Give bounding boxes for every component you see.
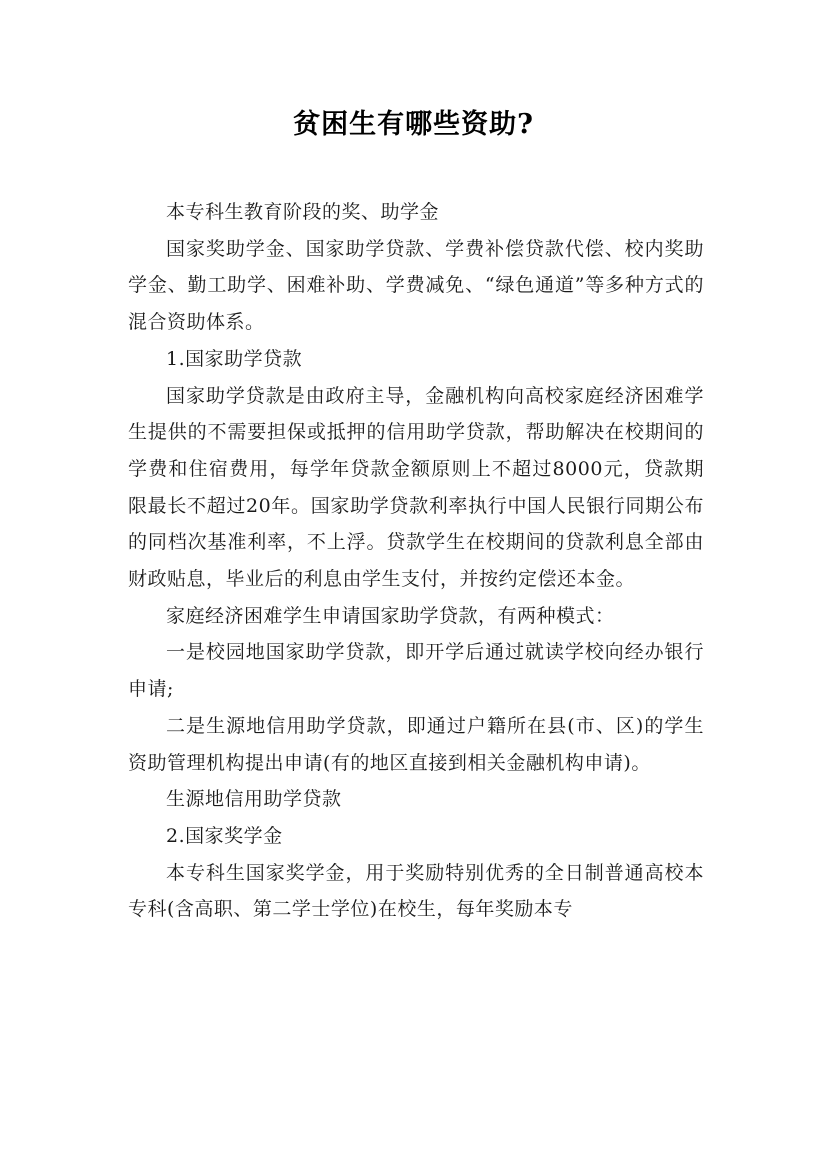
paragraph-section-heading: 本专科生教育阶段的奖、助学金	[166, 201, 440, 223]
paragraph-scholarship-description: 本专科生国家奖学金，用于奖励特别优秀的全日制普通高校本专科(含高职、第二学士学位)在校生，每年奖励本专	[128, 861, 704, 921]
paragraph-aid-system: 国家奖助学金、国家助学贷款、学费补偿贷款代偿、校内奖助学金、勤工助学、困难补助、学费减免、“绿色通道”等多种方式的混合资助体系。	[128, 237, 704, 334]
paragraph-mode-one: 一是校园地国家助学贷款，即开学后通过就读学校向经办银行申请;	[128, 641, 704, 701]
paragraph-heading-origin-loan: 生源地信用助学贷款	[166, 788, 342, 811]
paragraph-loan-description: 国家助学贷款是由政府主导，金融机构向高校家庭经济困难学生提供的不需要担保或抵押的信用助学贷款，帮助解决在校期间的学费和住宿费用，每学年贷款金额原则上不超过8000元，贷款期限最长不超过20年。国家助学贷款利率执行中国人民银行同期公布的同档次基准利率，不上浮。贷款学生在校期间的贷款利息全部由财政贴息，毕业后的利息由学生支付，并按约定偿还本金。	[128, 384, 704, 591]
paragraph-heading-loan: 1.国家助学贷款	[166, 347, 303, 370]
document-title: 贫困生有哪些资助?	[293, 109, 534, 140]
paragraph-loan-modes: 家庭经济困难学生申请国家助学贷款，有两种模式：	[166, 604, 615, 627]
document-body	[128, 194, 704, 928]
paragraph-mode-two: 二是生源地信用助学贷款，即通过户籍所在县(市、区)的学生资助管理机构提出申请(有的地区直接到相关金融机构申请)。	[128, 714, 704, 774]
paragraph-heading-scholarship: 2.国家奖学金	[166, 824, 283, 847]
